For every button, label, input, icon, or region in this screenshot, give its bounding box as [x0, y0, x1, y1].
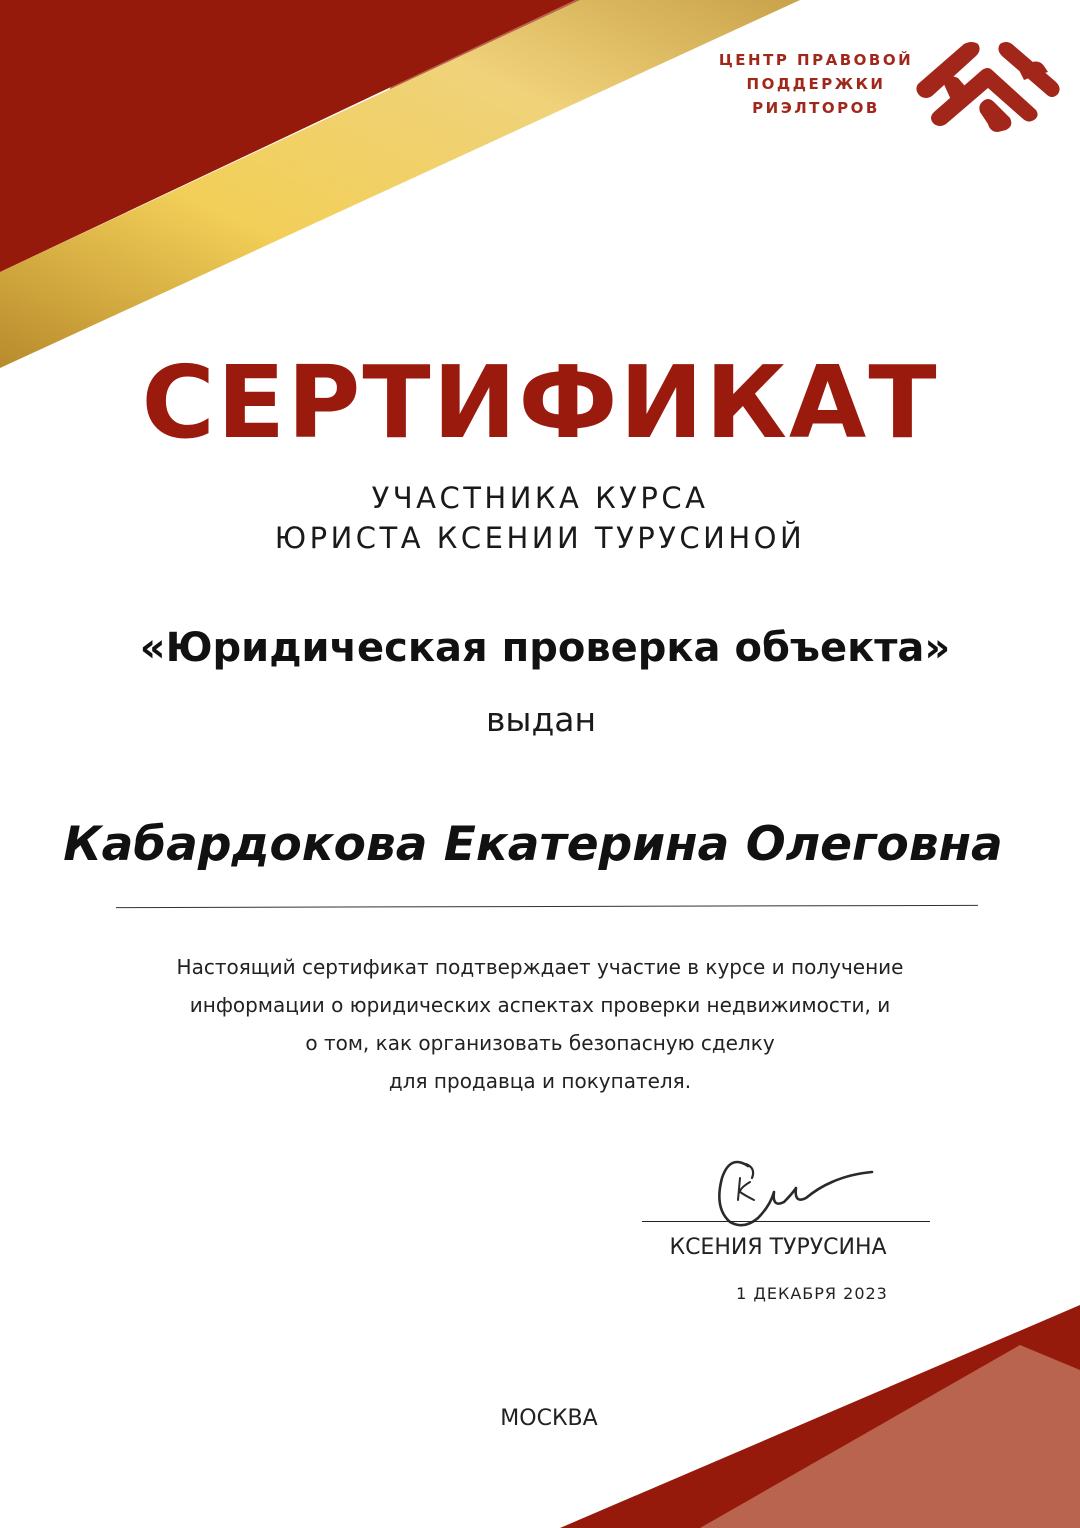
certificate-title: СЕРТИФИКАТ: [141, 344, 939, 461]
signature-line: [642, 1221, 930, 1222]
certificate-subtitle: [0, 478, 1080, 558]
signer-name: КСЕНИЯ ТУРУСИНА: [669, 1235, 887, 1260]
organization-logo-text: [700, 48, 932, 120]
issued-label: выдан: [485, 700, 597, 739]
description-line: Настоящий сертификат подтверждает участие в курсе и получение: [176, 955, 904, 979]
handshake-roof-logo-icon: [912, 40, 1064, 136]
description-line: информации о юридических аспектах проверки недвижимости, и: [189, 993, 891, 1017]
bottom-salmon-triangle: [700, 1345, 1080, 1528]
logo-line-3: РИЭЛТОРОВ: [752, 99, 880, 117]
description-line: о том, как организовать безопасную сделку: [305, 1031, 775, 1055]
issue-date: 1 ДЕКАБРЯ 2023: [736, 1284, 888, 1303]
subtitle-line-1: УЧАСТНИКА КУРСА: [371, 481, 709, 515]
certificate-description: [140, 948, 940, 1100]
subtitle-line-2: ЮРИСТА КСЕНИИ ТУРУСИНОЙ: [274, 521, 806, 555]
issue-city: МОСКВА: [500, 1406, 598, 1431]
handwritten-signature: [700, 1148, 880, 1238]
description-line: для продавца и покупателя.: [388, 1069, 692, 1093]
recipient-name: Кабардокова Екатерина Олеговна: [63, 817, 1003, 872]
logo-line-2: ПОДДЕРЖКИ: [746, 75, 886, 93]
course-name: «Юридическая проверка объекта»: [139, 625, 951, 671]
logo-line-1: ЦЕНТР ПРАВОВОЙ: [718, 51, 914, 69]
